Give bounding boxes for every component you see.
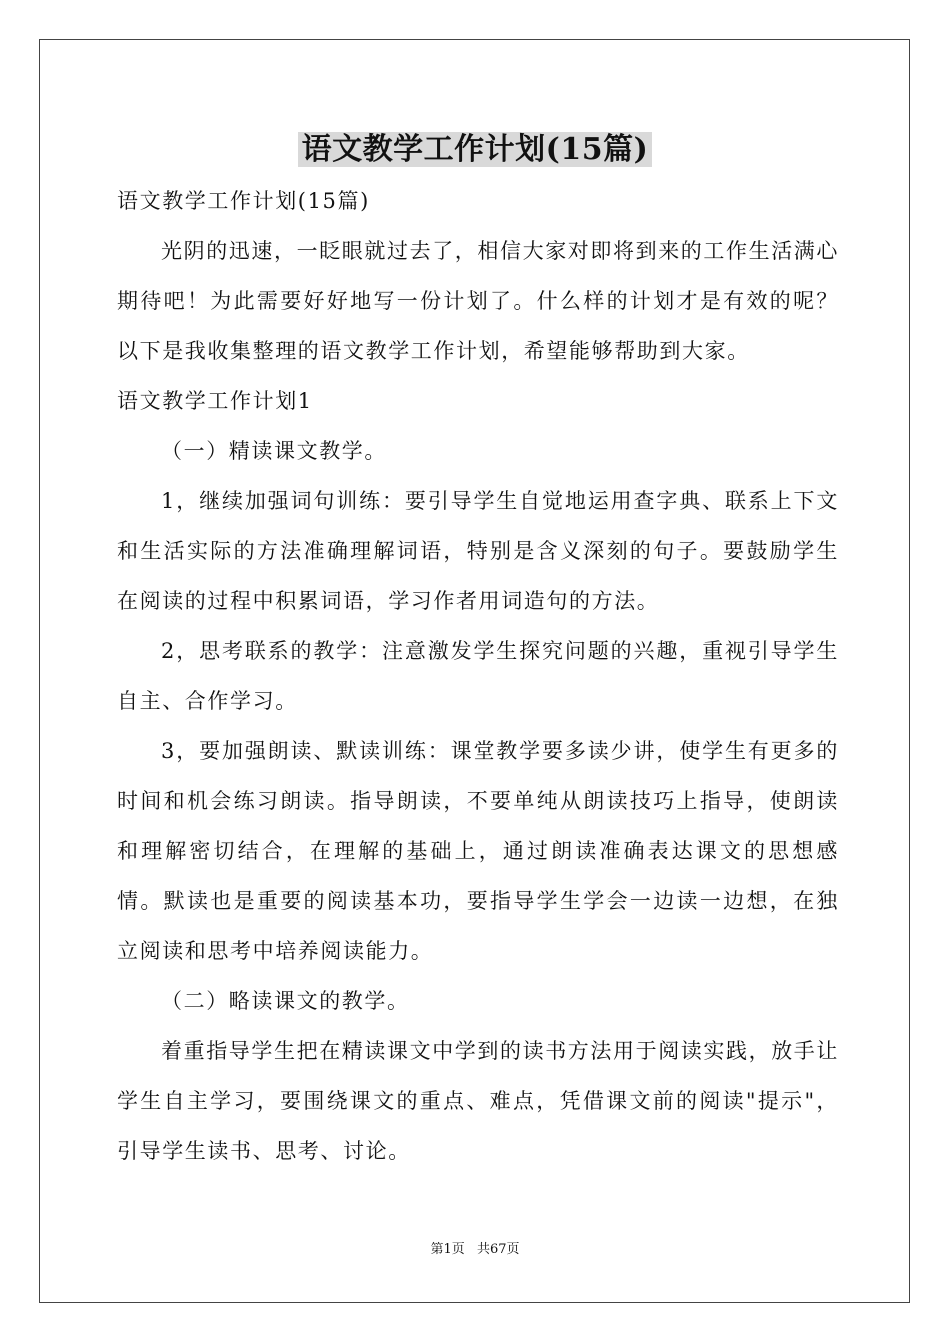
page-total: 共67页 <box>476 1242 520 1257</box>
paragraph-7: 3，要加强朗读、默读训练：课堂教学要多读少讲，使学生有更多的时间和机会练习朗读。指导朗读，不要单纯从朗读技巧上指导，使朗读和理解密切结合，在理解的基础上，通过朗读准确表达课文的思想感情。默读也是重要的阅读基本功，要指导学生学会一边读一边想，在独立阅读和思考中培养阅读能力。 <box>117 739 839 963</box>
page-number: 第1页 <box>430 1242 465 1257</box>
paragraph-8: （二）略读课文的教学。 <box>161 989 410 1013</box>
paragraph-4: （一）精读课文教学。 <box>161 439 387 463</box>
paragraph-6: 2，思考联系的教学：注意激发学生探究问题的兴趣，重视引导学生自主、合作学习。 <box>117 639 839 713</box>
document-title-text: 语文教学工作计划(15篇) <box>298 132 653 167</box>
page-footer <box>0 1240 950 1260</box>
document-body <box>117 176 839 1176</box>
paragraph-9: 着重指导学生把在精读课文中学到的读书方法用于阅读实践，放手让学生自主学习，要围绕课文的重点、难点，凭借课文前的阅读"提示"，引导学生读书、思考、讨论。 <box>117 1039 839 1163</box>
paragraph-3: 语文教学工作计划1 <box>117 389 313 413</box>
paragraph-1: 语文教学工作计划(15篇) <box>117 189 370 213</box>
document-title <box>0 128 950 172</box>
paragraph-5: 1，继续加强词句训练：要引导学生自觉地运用查字典、联系上下文和生活实际的方法准确理解词语，特别是含义深刻的句子。要鼓励学生在阅读的过程中积累词语，学习作者用词造句的方法。 <box>117 489 839 613</box>
paragraph-2: 光阴的迅速，一眨眼就过去了，相信大家对即将到来的工作生活满心期待吧！为此需要好好地写一份计划了。什么样的计划才是有效的呢？以下是我收集整理的语文教学工作计划，希望能够帮助到大家。 <box>117 239 839 363</box>
